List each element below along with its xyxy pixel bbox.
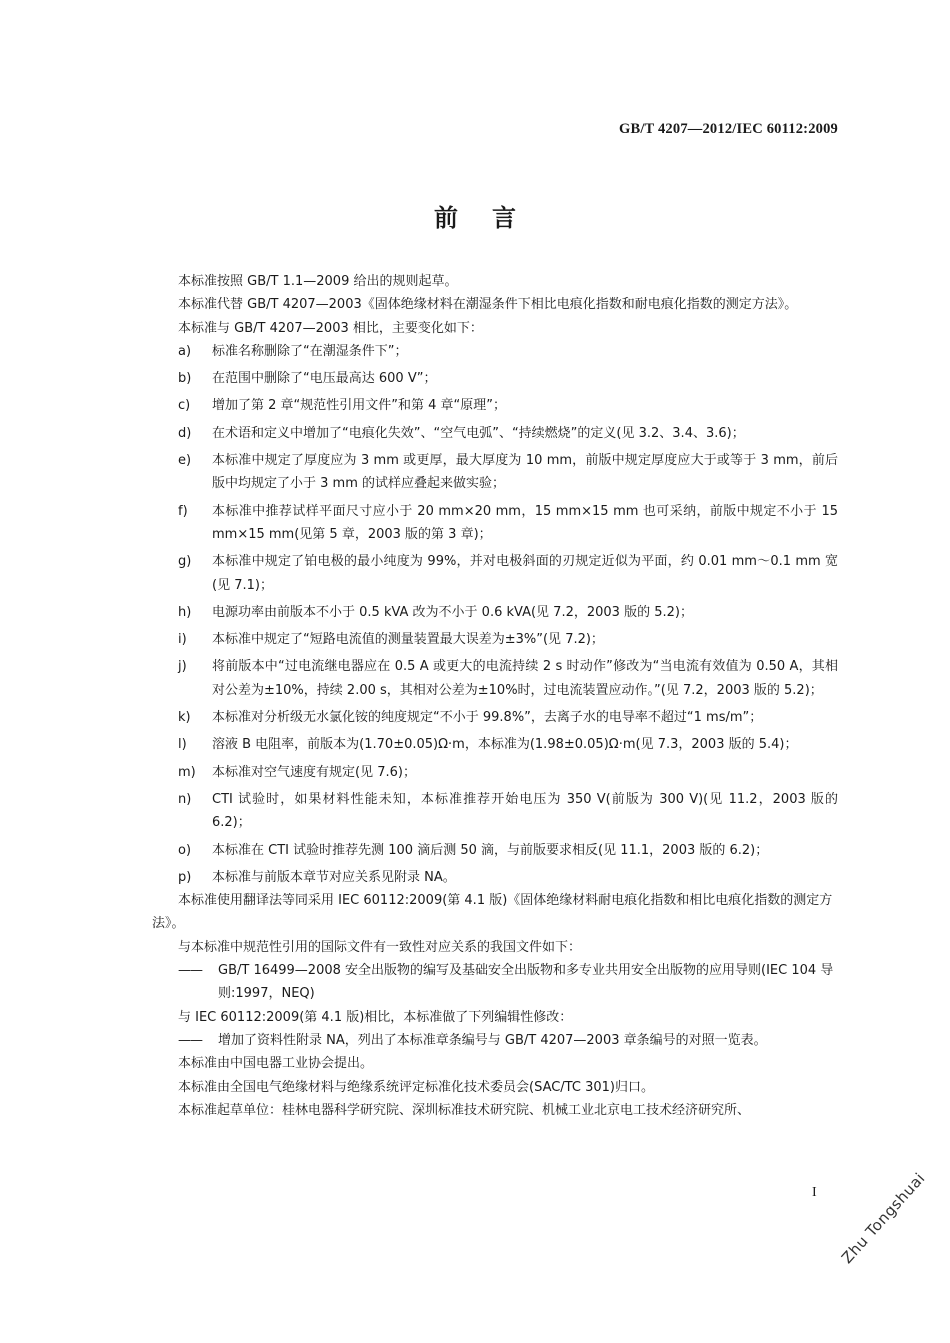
edit-list-item bbox=[178, 1029, 838, 1052]
list-item bbox=[178, 422, 838, 445]
paragraph-adoption: 本标准使用翻译法等同采用 IEC 60112:2009(第 4.1 版)《固体绝缘材料耐电痕化指数和相比电痕化指数的测定方法》。 bbox=[152, 893, 833, 932]
list-item bbox=[178, 628, 838, 651]
list-item-marker: n) bbox=[178, 791, 192, 807]
watermark-text: Zhu Tongshuai bbox=[838, 1169, 929, 1268]
page-number: I bbox=[812, 1185, 817, 1200]
list-item-marker: e) bbox=[178, 453, 192, 469]
list-item bbox=[178, 550, 838, 597]
list-item bbox=[178, 394, 838, 417]
paragraph-replaces: 本标准代替 GB/T 4207—2003《固体绝缘材料在潮湿条件下相比电痕化指数和耐电痕化指数的测定方法》。 bbox=[178, 297, 798, 313]
document-body bbox=[152, 270, 838, 1122]
list-item bbox=[178, 500, 838, 547]
list-item-marker: c) bbox=[178, 398, 191, 414]
paragraph-changes-intro: 本标准与 GB/T 4207—2003 相比，主要变化如下： bbox=[178, 320, 483, 336]
list-item-text: 本标准中规定了“短路电流值的测量装置最大误差为±3%”(见 7.2)； bbox=[212, 632, 604, 648]
list-item-text: 本标准中规定了铂电极的最小纯度为 99%，并对电极斜面的刃规定近似为平面，约 0.01 mm～0.1 mm 宽(见 7.1)； bbox=[212, 554, 838, 593]
paragraph-ref-intro: 与本标准中规范性引用的国际文件有一致性对应关系的我国文件如下： bbox=[178, 939, 582, 955]
paragraph-edit-intro: 与 IEC 60112:2009(第 4.1 版)相比，本标准做了下列编辑性修改： bbox=[178, 1009, 573, 1025]
list-item-marker: j) bbox=[178, 659, 187, 675]
list-item bbox=[178, 655, 838, 702]
list-item bbox=[178, 733, 838, 756]
list-item-text: 增加了第 2 章“规范性引用文件”和第 4 章“原理”； bbox=[212, 398, 507, 414]
list-item-marker: a) bbox=[178, 343, 192, 359]
edit-item-text: 增加了资料性附录 NA，列出了本标准章条编号与 GB/T 4207—2003 章条编号的对照一览表。 bbox=[218, 1032, 767, 1048]
paragraph-drafting-rule: 本标准按照 GB/T 1.1—2009 给出的规则起草。 bbox=[178, 274, 458, 289]
paragraph-drafters: 本标准起草单位：桂林电器科学研究院、深圳标准技术研究院、机械工业北京电工技术经济研究所、 bbox=[178, 1102, 751, 1118]
list-item bbox=[178, 866, 838, 889]
list-item-marker: o) bbox=[178, 842, 192, 858]
list-item-text: 标准名称删除了“在潮湿条件下”； bbox=[212, 343, 408, 359]
list-item-text: 在术语和定义中增加了“电痕化失效”、“空气电弧”、“持续燃烧”的定义(见 3.2、3.4、3.6)； bbox=[212, 425, 745, 441]
list-item-text: CTI 试验时，如果材料性能未知，本标准推荐开始电压为 350 V(前版为 300 V)(见 11.2，2003 版的 6.2)； bbox=[212, 791, 838, 831]
list-item bbox=[178, 340, 838, 363]
dash-marker: —— bbox=[178, 1032, 202, 1048]
list-item-marker: i) bbox=[178, 632, 187, 648]
ref-item-text: GB/T 16499—2008 安全出版物的编写及基础安全出版物和多专业共用安全出版物的应用导则(IEC 104 导则:1997，NEQ) bbox=[218, 963, 834, 1002]
list-item-text: 本标准中推荐试样平面尺寸应小于 20 mm×20 mm，15 mm×15 mm 也可采纳，前版中规定不小于 15 mm×15 mm(见第 5 章，2003 版的第 3 章)； bbox=[212, 503, 838, 542]
changes-list bbox=[152, 340, 838, 889]
list-item bbox=[178, 367, 838, 390]
list-item bbox=[178, 706, 838, 729]
list-item-marker: l) bbox=[178, 737, 187, 753]
list-item-marker: d) bbox=[178, 425, 192, 441]
list-item-text: 本标准中规定了厚度应为 3 mm 或更厚，最大厚度为 10 mm，前版中规定厚度应大于或等于 3 mm，前后版中均规定了小于 3 mm 的试样应叠起来做实验； bbox=[212, 453, 838, 492]
list-item-text: 将前版本中“过电流继电器应在 0.5 A 或更大的电流持续 2 s 时动作”修改为“当电流有效值为 0.50 A，其相对公差为±10%，持续 2.00 s，其相对公差为±10%时，过电流装置应动作。”(见 7.2，2003 版的 5.2)； bbox=[212, 659, 838, 698]
list-item bbox=[178, 839, 838, 862]
list-item-text: 本标准对空气速度有规定(见 7.6)； bbox=[212, 764, 416, 780]
list-item bbox=[178, 788, 838, 835]
dash-marker: —— bbox=[178, 963, 202, 979]
list-item-text: 在范围中删除了“电压最高达 600 V”； bbox=[212, 371, 437, 387]
list-item-marker: g) bbox=[178, 554, 192, 570]
page-title: 前言 bbox=[434, 204, 550, 232]
paragraph-proposer: 本标准由中国电器工业协会提出。 bbox=[178, 1056, 374, 1072]
standard-code: GB/T 4207—2012/IEC 60112:2009 bbox=[618, 121, 838, 137]
list-item bbox=[178, 449, 838, 496]
list-item-marker: b) bbox=[178, 371, 192, 387]
list-item bbox=[178, 761, 838, 784]
list-item-marker: m) bbox=[178, 764, 196, 780]
list-item bbox=[178, 601, 838, 624]
list-item-marker: f) bbox=[178, 503, 188, 519]
list-item-marker: h) bbox=[178, 604, 192, 620]
ref-list-item bbox=[178, 959, 838, 1006]
list-item-text: 本标准在 CTI 试验时推荐先测 100 滴后测 50 滴，与前版要求相反(见 11.1，2003 版的 6.2)； bbox=[212, 842, 769, 858]
list-item-text: 本标准对分析级无水氯化铵的纯度规定“不小于 99.8%”，去离子水的电导率不超过“1 ms/m”； bbox=[212, 710, 763, 726]
list-item-marker: p) bbox=[178, 869, 192, 885]
list-item-text: 本标准与前版本章节对应关系见附录 NA。 bbox=[212, 869, 456, 885]
paragraph-committee: 本标准由全国电气绝缘材料与绝缘系统评定标准化技术委员会(SAC/TC 301)归口。 bbox=[178, 1079, 654, 1095]
list-item-text: 电源功率由前版本不小于 0.5 kVA 改为不小于 0.6 kVA(见 7.2，2003 版的 5.2)； bbox=[212, 604, 693, 620]
list-item-marker: k) bbox=[178, 710, 191, 726]
list-item-text: 溶液 B 电阻率，前版本为(1.70±0.05)Ω·m，本标准为(1.98±0.05)Ω·m(见 7.3，2003 版的 5.4)； bbox=[212, 737, 798, 753]
